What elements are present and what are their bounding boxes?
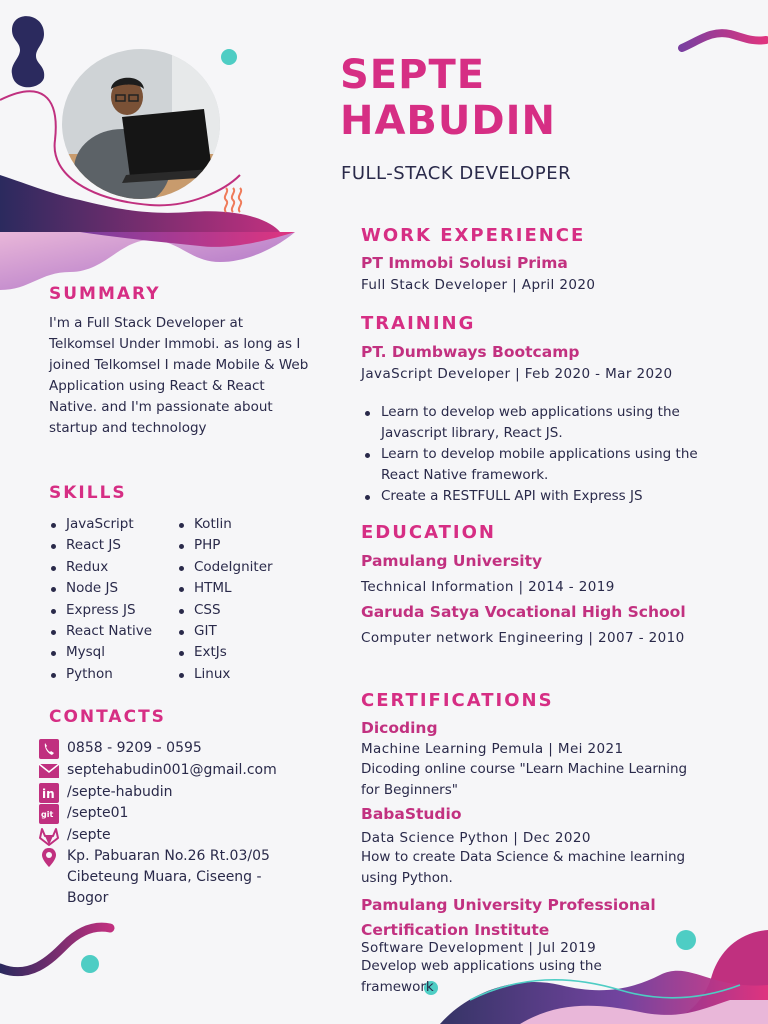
skill-item: Mysql xyxy=(48,642,173,663)
training-org: PT. Dumbways Bootcamp xyxy=(361,343,580,361)
training-bullet: Learn to develop web applications using the Javascript library, React JS. xyxy=(361,402,731,444)
skill-item: React JS xyxy=(48,535,173,556)
summary-heading: SUMMARY xyxy=(49,284,161,304)
skill-item: CodeIgniter xyxy=(176,557,301,578)
contact-address xyxy=(38,846,308,909)
git-icon xyxy=(38,803,60,825)
work-company: PT Immobi Solusi Prima xyxy=(361,254,568,272)
name-first: SEPTE xyxy=(340,52,486,98)
training-bullet: Create a RESTFULL API with Express JS xyxy=(361,486,731,507)
skill-item: CSS xyxy=(176,600,301,621)
git-handle[interactable]: /septe01 xyxy=(67,805,129,821)
linkedin-handle[interactable]: /septe-habudin xyxy=(67,784,173,800)
skills-list-1 xyxy=(48,514,173,685)
skill-item: Redux xyxy=(48,557,173,578)
skill-item: GIT xyxy=(176,621,301,642)
svg-text:git: git xyxy=(41,810,54,819)
cert-desc-2: How to create Data Science & machine learning using Python. xyxy=(361,849,686,886)
cert-issuer-1: Dicoding xyxy=(361,719,438,737)
contact-gitlab xyxy=(38,825,111,847)
skill-item: PHP xyxy=(176,535,301,556)
work-heading: WORK EXPERIENCE xyxy=(361,225,586,246)
profile-photo xyxy=(62,49,220,199)
training-heading: TRAINING xyxy=(361,313,476,334)
education-school-2: Garuda Satya Vocational High School xyxy=(361,603,686,621)
skill-item: Linux xyxy=(176,664,301,685)
certifications-heading: CERTIFICATIONS xyxy=(361,690,554,711)
contact-email xyxy=(38,760,277,782)
skill-item: ExtJs xyxy=(176,642,301,663)
education-heading: EDUCATION xyxy=(361,522,496,543)
education-meta-2: Computer network Engineering | 2007 - 2010 xyxy=(361,630,685,646)
email-address[interactable]: septehabudin001@gmail.com xyxy=(67,762,277,778)
svg-text:in: in xyxy=(42,787,55,801)
skill-item: Python xyxy=(48,664,173,685)
phone-number: 0858 - 9209 - 0595 xyxy=(67,740,202,756)
skill-item: Express JS xyxy=(48,600,173,621)
location-icon xyxy=(38,846,60,868)
skills-heading: SKILLS xyxy=(49,483,127,503)
work-meta: Full Stack Developer | April 2020 xyxy=(361,277,596,293)
gitlab-icon xyxy=(38,825,60,847)
education-school-1: Pamulang University xyxy=(361,552,543,570)
skills-list-2 xyxy=(176,514,301,685)
linkedin-icon xyxy=(38,782,60,804)
cert-meta-1: Machine Learning Pemula | Mei 2021 xyxy=(361,741,624,757)
skill-item: React Native xyxy=(48,621,173,642)
skill-item: HTML xyxy=(176,578,301,599)
email-icon xyxy=(38,760,60,782)
name-last: HABUDIN xyxy=(340,98,556,144)
contacts-heading: CONTACTS xyxy=(49,707,166,727)
contact-phone xyxy=(38,738,202,760)
cert-issuer-3: Pamulang University Professional Certification Institute xyxy=(361,896,656,939)
education-meta-1: Technical Information | 2014 - 2019 xyxy=(361,579,615,595)
skill-item: JavaScript xyxy=(48,514,173,535)
summary-text: I'm a Full Stack Developer at Telkomsel Under Immobi. as long as I joined Telkomsel I made Mobile & Web Application using React & React Native. and I'm passionate about startup and technology xyxy=(49,315,309,436)
cert-desc-1: Dicoding online course "Learn Machine Learning for Beginners" xyxy=(361,761,688,798)
cert-desc-3: Develop web applications using the framework xyxy=(361,958,602,995)
cert-meta-3: Software Development | Jul 2019 xyxy=(361,940,597,956)
phone-icon xyxy=(38,738,60,760)
gitlab-handle[interactable]: /septe xyxy=(67,827,111,843)
contact-linkedin xyxy=(38,782,173,804)
contact-git xyxy=(38,803,128,825)
cert-issuer-2: BabaStudio xyxy=(361,805,462,823)
training-meta: JavaScript Developer | Feb 2020 - Mar 2020 xyxy=(361,366,673,382)
cert-meta-2: Data Science Python | Dec 2020 xyxy=(361,830,591,846)
training-bullet: Learn to develop mobile applications using the React Native framework. xyxy=(361,444,731,486)
skill-item: Kotlin xyxy=(176,514,301,535)
training-bullets xyxy=(361,402,731,507)
address-text: Kp. Pabuaran No.26 Rt.03/05 Cibeteung Muara, Ciseeng - Bogor xyxy=(67,848,270,906)
job-title: FULL-STACK DEVELOPER xyxy=(341,163,572,184)
name-heading xyxy=(340,52,556,144)
skill-item: Node JS xyxy=(48,578,173,599)
